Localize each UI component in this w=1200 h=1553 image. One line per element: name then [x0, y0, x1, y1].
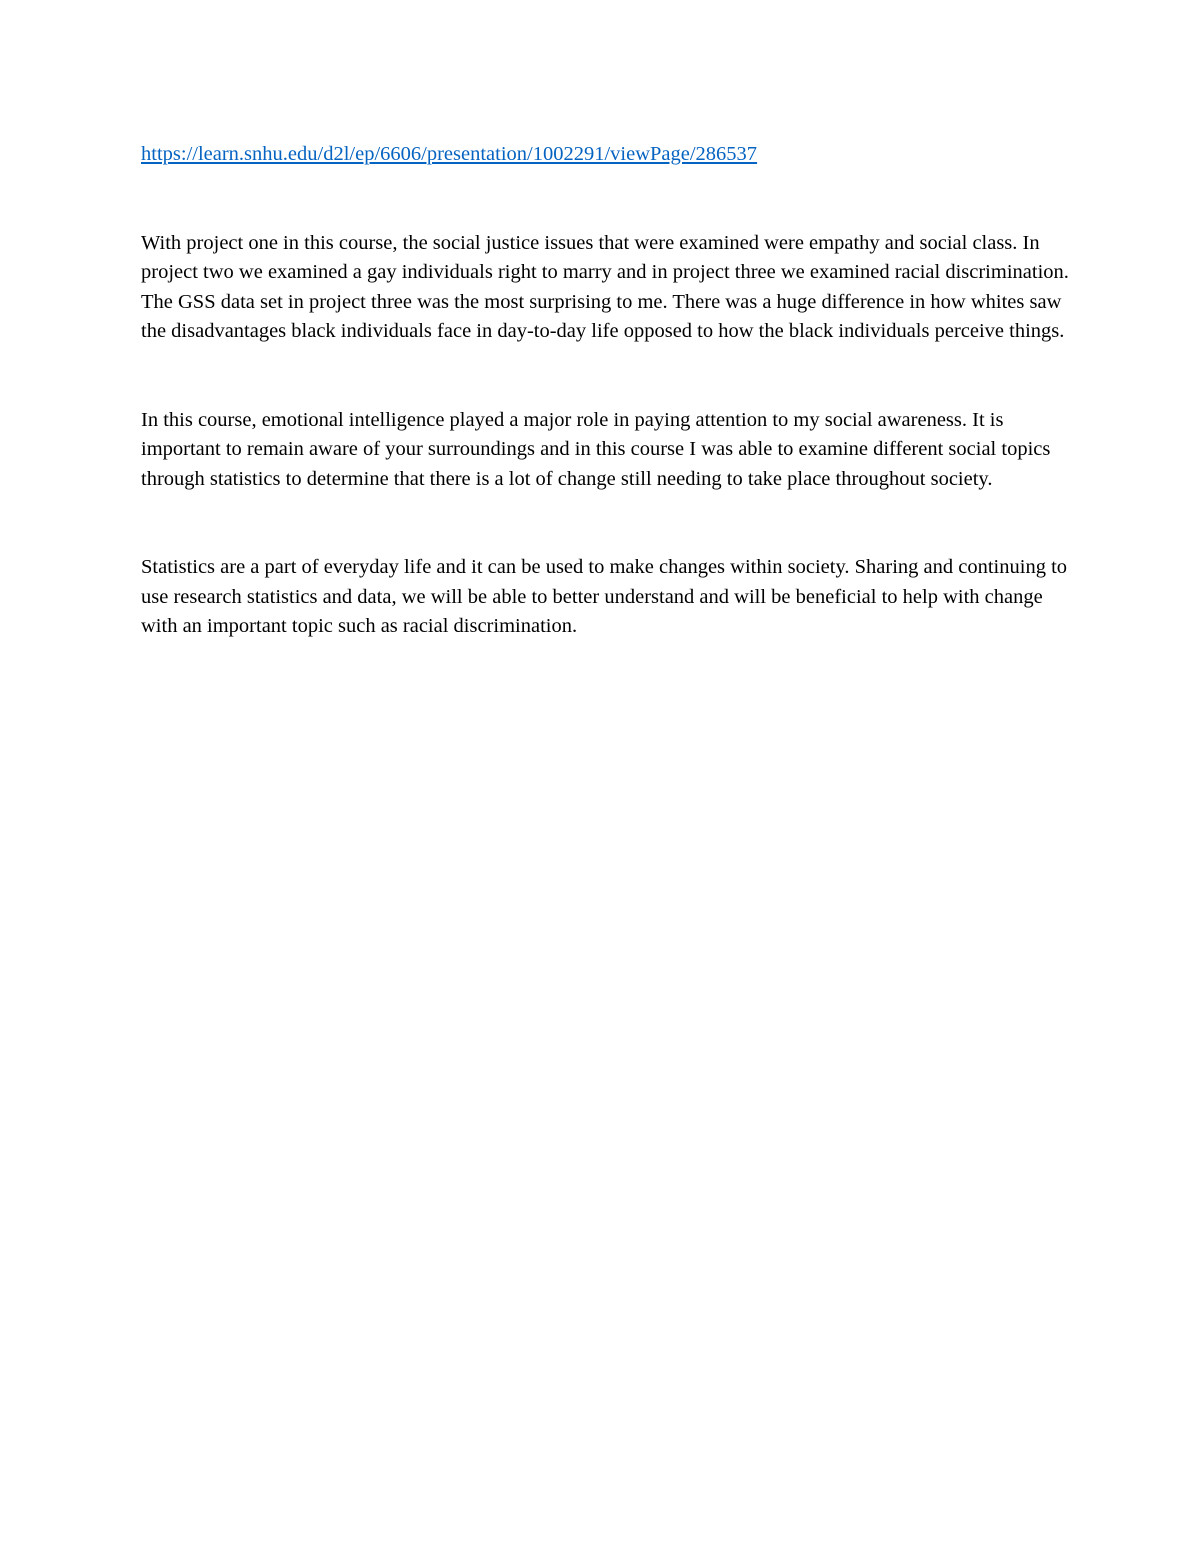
paragraph-statistics: Statistics are a part of everyday life and it can be used to make changes within society. Sharing and continuing to use research statistics and data, we will be able to better understand and will be beneficial to help with change with an important topic such as racial discrimination.: [141, 556, 1068, 637]
presentation-link[interactable]: https://learn.snhu.edu/d2l/ep/6606/presentation/1002291/viewPage/286537: [141, 143, 758, 165]
paragraph-emotional-intelligence: In this course, emotional intelligence played a major role in paying attention to my social awareness. It is important to remain aware of your surroundings and in this course I was able to examine different social topics through statistics to determine that there is a lot of change still needing to take place throughout society.: [141, 408, 1051, 490]
document-body: [141, 140, 1071, 642]
paragraph-projects-summary: With project one in this course, the social justice issues that were examined were empathy and social class. In project two we examined a gay individuals right to marry and in project three we examined racial discrimination. The GSS data set in project three was the most surprising to me. There was a huge difference in how whites saw the disadvantages black individuals face in day-to-day life opposed to how the black individuals perceive things.: [141, 231, 1069, 342]
